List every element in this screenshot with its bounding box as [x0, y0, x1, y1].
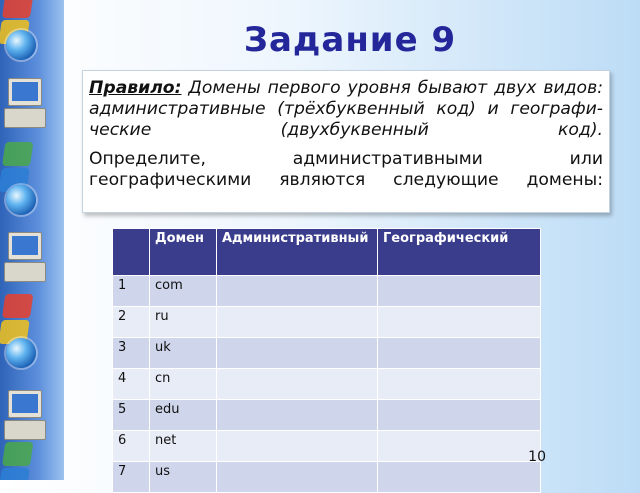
row-admin-cell[interactable] — [217, 431, 378, 462]
row-domain: net — [150, 431, 217, 462]
row-geo-cell[interactable] — [378, 400, 541, 431]
windows-logo-icon — [0, 440, 48, 480]
table-header-row — [113, 229, 541, 276]
header-number — [113, 229, 150, 276]
table-row — [113, 307, 541, 338]
task-question: Определите, административными или географическими являются следующие домены: — [89, 149, 603, 190]
row-number: 4 — [113, 369, 150, 400]
header-domain: Домен — [150, 229, 217, 276]
table-row — [113, 431, 541, 462]
globe-icon — [6, 185, 36, 215]
row-domain: cn — [150, 369, 217, 400]
table-row — [113, 369, 541, 400]
page-number: 10 — [528, 449, 546, 465]
sidebar-decoration — [0, 0, 64, 480]
row-admin-cell[interactable] — [217, 307, 378, 338]
row-admin-cell[interactable] — [217, 369, 378, 400]
row-admin-cell[interactable] — [217, 400, 378, 431]
row-number: 5 — [113, 400, 150, 431]
rule-paragraph — [89, 78, 603, 141]
globe-icon — [6, 338, 36, 368]
row-geo-cell[interactable] — [378, 369, 541, 400]
row-domain: ru — [150, 307, 217, 338]
row-geo-cell[interactable] — [378, 307, 541, 338]
row-geo-cell[interactable] — [378, 276, 541, 307]
header-geographic: Географический — [378, 229, 541, 276]
windows-logo-icon — [0, 140, 48, 192]
table-row — [113, 462, 541, 493]
row-domain: uk — [150, 338, 217, 369]
row-geo-cell[interactable] — [378, 338, 541, 369]
computer-icon — [4, 232, 44, 284]
domains-table — [112, 228, 541, 493]
header-administrative: Административный — [217, 229, 378, 276]
row-number: 3 — [113, 338, 150, 369]
row-number: 6 — [113, 431, 150, 462]
rule-label: Правило: — [89, 78, 182, 98]
row-admin-cell[interactable] — [217, 338, 378, 369]
table-row — [113, 400, 541, 431]
row-number: 7 — [113, 462, 150, 493]
computer-icon — [4, 390, 44, 442]
row-number: 1 — [113, 276, 150, 307]
table-row — [113, 338, 541, 369]
row-number: 2 — [113, 307, 150, 338]
row-geo-cell[interactable] — [378, 462, 541, 493]
table-row — [113, 276, 541, 307]
rule-box — [82, 70, 610, 213]
windows-logo-icon — [0, 292, 48, 344]
row-domain: com — [150, 276, 217, 307]
rule-text: Домены первого уровня бывают двух видов: административные (трёхбуквенный код) и географи-ческие (двухбуквенный код). — [89, 78, 603, 140]
computer-icon — [4, 78, 44, 130]
row-domain: edu — [150, 400, 217, 431]
row-admin-cell[interactable] — [217, 276, 378, 307]
page-title: Задание 9 — [243, 20, 457, 60]
row-geo-cell[interactable] — [378, 431, 541, 462]
row-admin-cell[interactable] — [217, 462, 378, 493]
row-domain: us — [150, 462, 217, 493]
